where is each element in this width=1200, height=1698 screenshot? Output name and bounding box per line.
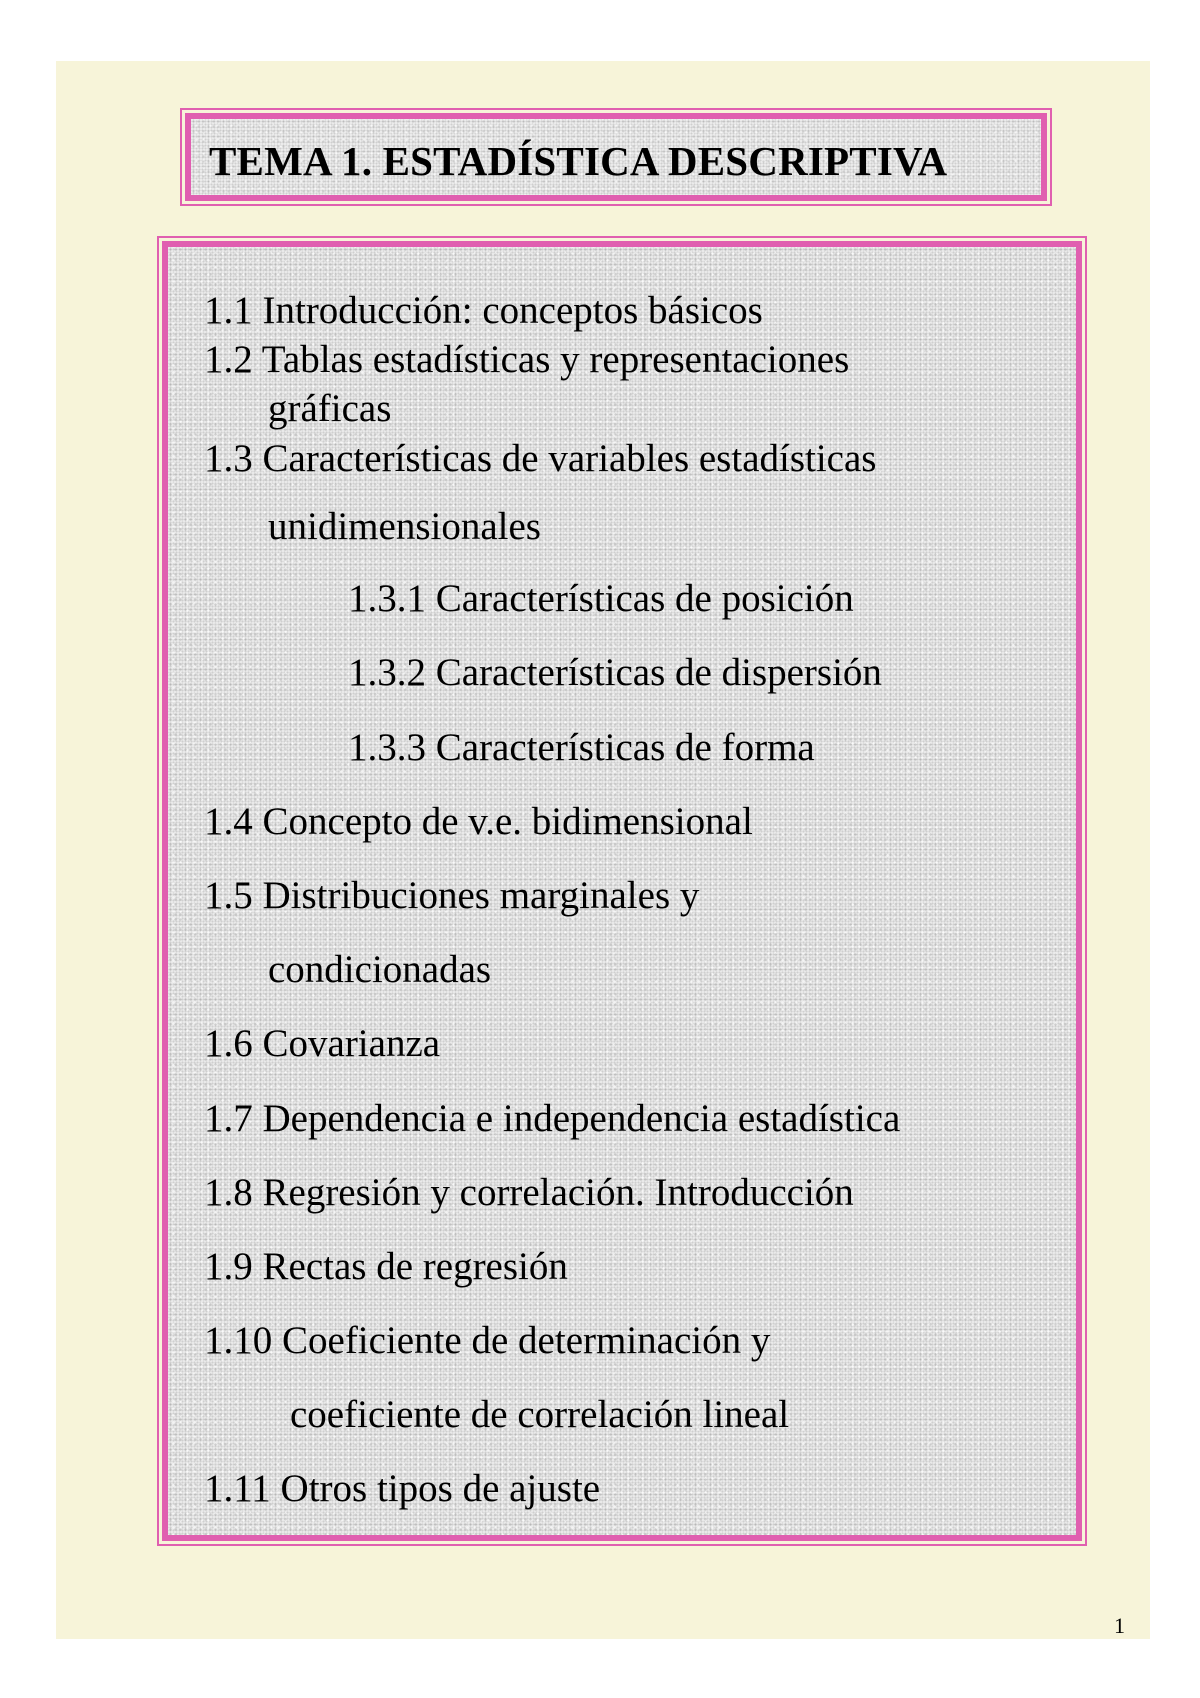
- toc-item-1-9: 1.9 Rectas de regresión: [204, 1245, 568, 1288]
- toc-item-1-2: 1.2 Tablas estadísticas y representaciones: [204, 338, 850, 381]
- toc-item-1-6: 1.6 Covarianza: [204, 1022, 441, 1065]
- toc-item-1-4: 1.4 Concepto de v.e. bidimensional: [204, 800, 753, 843]
- toc-box: [162, 241, 1082, 1541]
- toc-item-1-8: 1.8 Regresión y correlación. Introducción: [204, 1171, 854, 1214]
- slide: [56, 61, 1150, 1639]
- toc-item-1-10: 1.10 Coeficiente de determinación y: [204, 1319, 771, 1362]
- toc-item-1-5: 1.5 Distribuciones marginales y: [204, 874, 700, 917]
- toc-item-1-11: 1.11 Otros tipos de ajuste: [204, 1467, 601, 1510]
- slide-title: TEMA 1. ESTADÍSTICA DESCRIPTIVA: [209, 138, 948, 184]
- toc-item-1-3-continued: unidimensionales: [268, 505, 541, 548]
- page-number: 1: [1114, 1613, 1125, 1638]
- toc-item-1-7: 1.7 Dependencia e independencia estadística: [204, 1097, 901, 1140]
- toc-item-1-10-continued: coeficiente de correlación lineal: [290, 1393, 790, 1436]
- toc-item-1-1: 1.1 Introducción: conceptos básicos: [204, 289, 763, 332]
- toc-item-1-3-2: 1.3.2 Características de dispersión: [348, 651, 882, 694]
- toc-item-1-3-3: 1.3.3 Características de forma: [348, 726, 815, 769]
- title-box: [185, 113, 1047, 201]
- toc-item-1-3-1: 1.3.1 Características de posición: [348, 577, 854, 620]
- toc-item-1-2-continued: gráficas: [268, 387, 392, 430]
- toc-item-1-3: 1.3 Características de variables estadísticas: [204, 437, 877, 480]
- toc-item-1-5-continued: condicionadas: [268, 948, 492, 991]
